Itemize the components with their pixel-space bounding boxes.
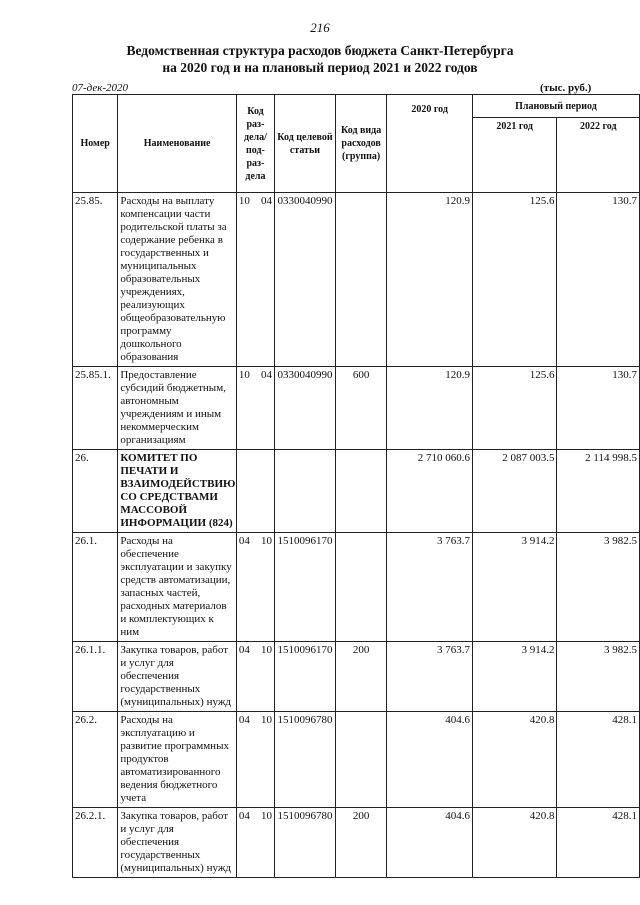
row-target: 1510096780 [275, 712, 336, 808]
row-category [335, 533, 387, 642]
row-category [335, 712, 387, 808]
row-number: 25.85. [73, 193, 118, 367]
row-target: 0330040990 [275, 193, 336, 367]
header-category: Код вида расходов (группа) [335, 95, 387, 193]
subsection-code: 10 [261, 714, 273, 726]
section-code: 04 [238, 535, 250, 547]
row-target [275, 450, 336, 533]
row-2021: 420.8 [472, 712, 557, 808]
table-row [73, 193, 640, 367]
table-body [73, 193, 640, 878]
row-category: 600 [335, 367, 387, 450]
row-number: 26. [73, 450, 118, 533]
row-category: 200 [335, 642, 387, 712]
row-section [236, 808, 274, 878]
table-row [73, 533, 640, 642]
row-name: Расходы на выплату компенсации части родительской платы за содержание ребенка в государственных и муниципальных образовательных учреждениях, реализующих общеобразовательную программу дошкольного образования [118, 193, 237, 367]
row-name: Расходы на эксплуатацию и развитие программных продуктов автоматизированного ведения бюджетного учета [118, 712, 237, 808]
row-name: Расходы на обеспечение эксплуатации и закупку средств автоматизации, запасных частей, расходных материалов и комплектующих к ним [118, 533, 237, 642]
row-2022: 428.1 [557, 712, 640, 808]
row-2022: 3 982.5 [557, 642, 640, 712]
document-title [0, 42, 640, 76]
subsection-code: 10 [261, 535, 273, 547]
row-2022: 130.7 [557, 193, 640, 367]
table-row [73, 642, 640, 712]
subsection-code: 10 [261, 810, 273, 822]
row-target: 1510096170 [275, 533, 336, 642]
table-row [73, 808, 640, 878]
header-planned-period: Плановый период [472, 95, 639, 118]
row-number: 26.1.1. [73, 642, 118, 712]
row-name: Закупка товаров, работ и услуг для обеспечения государственных (муниципальных) нужд [118, 808, 237, 878]
subsection-code: 04 [261, 195, 273, 207]
subsection-code: 10 [261, 644, 273, 656]
header-target: Код целевой статьи [275, 95, 336, 193]
row-section [236, 533, 274, 642]
title-line-1: Ведомственная структура расходов бюджета Санкт-Петербурга [126, 43, 514, 58]
row-2021: 125.6 [472, 367, 557, 450]
row-name: КОМИТЕТ ПО ПЕЧАТИ И ВЗАИМОДЕЙСТВИЮ СО СРЕДСТВАМИ МАССОВОЙ ИНФОРМАЦИИ (824) [118, 450, 237, 533]
row-2020: 2 710 060.6 [387, 450, 473, 533]
row-2021: 125.6 [472, 193, 557, 367]
row-number: 26.1. [73, 533, 118, 642]
row-category [335, 450, 387, 533]
row-2020: 120.9 [387, 367, 473, 450]
row-2022: 428.1 [557, 808, 640, 878]
section-code: 10 [238, 369, 250, 381]
units-label: (тыс. руб.) [540, 82, 592, 94]
row-section [236, 450, 274, 533]
section-code: 10 [238, 195, 250, 207]
title-line-2: на 2020 год и на плановый период 2021 и 2022 годов [162, 60, 478, 75]
row-2020: 404.6 [387, 808, 473, 878]
row-2020: 120.9 [387, 193, 473, 367]
document-date: 07-дек-2020 [72, 82, 129, 94]
row-2022: 2 114 998.5 [557, 450, 640, 533]
table-row [73, 367, 640, 450]
row-category [335, 193, 387, 367]
row-2021: 420.8 [472, 808, 557, 878]
header-2022: 2022 год [557, 118, 640, 193]
row-2022: 130.7 [557, 367, 640, 450]
section-code: 04 [238, 714, 250, 726]
header-section: Код раз-дела/ под-раз-дела [236, 95, 274, 193]
row-section [236, 367, 274, 450]
header-2020: 2020 год [387, 95, 473, 193]
row-target: 1510096780 [275, 808, 336, 878]
row-section [236, 712, 274, 808]
section-code: 04 [238, 810, 250, 822]
header-number: Номер [73, 95, 118, 193]
row-2021: 3 914.2 [472, 642, 557, 712]
row-category: 200 [335, 808, 387, 878]
row-section [236, 193, 274, 367]
header-2021: 2021 год [472, 118, 557, 193]
table-row [73, 450, 640, 533]
row-target: 0330040990 [275, 367, 336, 450]
row-number: 25.85.1. [73, 367, 118, 450]
row-2020: 3 763.7 [387, 642, 473, 712]
header-name: Наименование [118, 95, 237, 193]
row-2020: 3 763.7 [387, 533, 473, 642]
section-code: 04 [238, 644, 250, 656]
row-name: Предоставление субсидий бюджетным, автономным учреждениям и иным некоммерческим организациям [118, 367, 237, 450]
table-row [73, 712, 640, 808]
row-2022: 3 982.5 [557, 533, 640, 642]
budget-table [72, 94, 640, 878]
row-2021: 3 914.2 [472, 533, 557, 642]
row-2020: 404.6 [387, 712, 473, 808]
row-name: Закупка товаров, работ и услуг для обеспечения государственных (муниципальных) нужд [118, 642, 237, 712]
row-number: 26.2.1. [73, 808, 118, 878]
row-2021: 2 087 003.5 [472, 450, 557, 533]
subsection-code: 04 [261, 369, 273, 381]
row-section [236, 642, 274, 712]
page-number: 216 [310, 20, 330, 35]
row-target: 1510096170 [275, 642, 336, 712]
row-number: 26.2. [73, 712, 118, 808]
